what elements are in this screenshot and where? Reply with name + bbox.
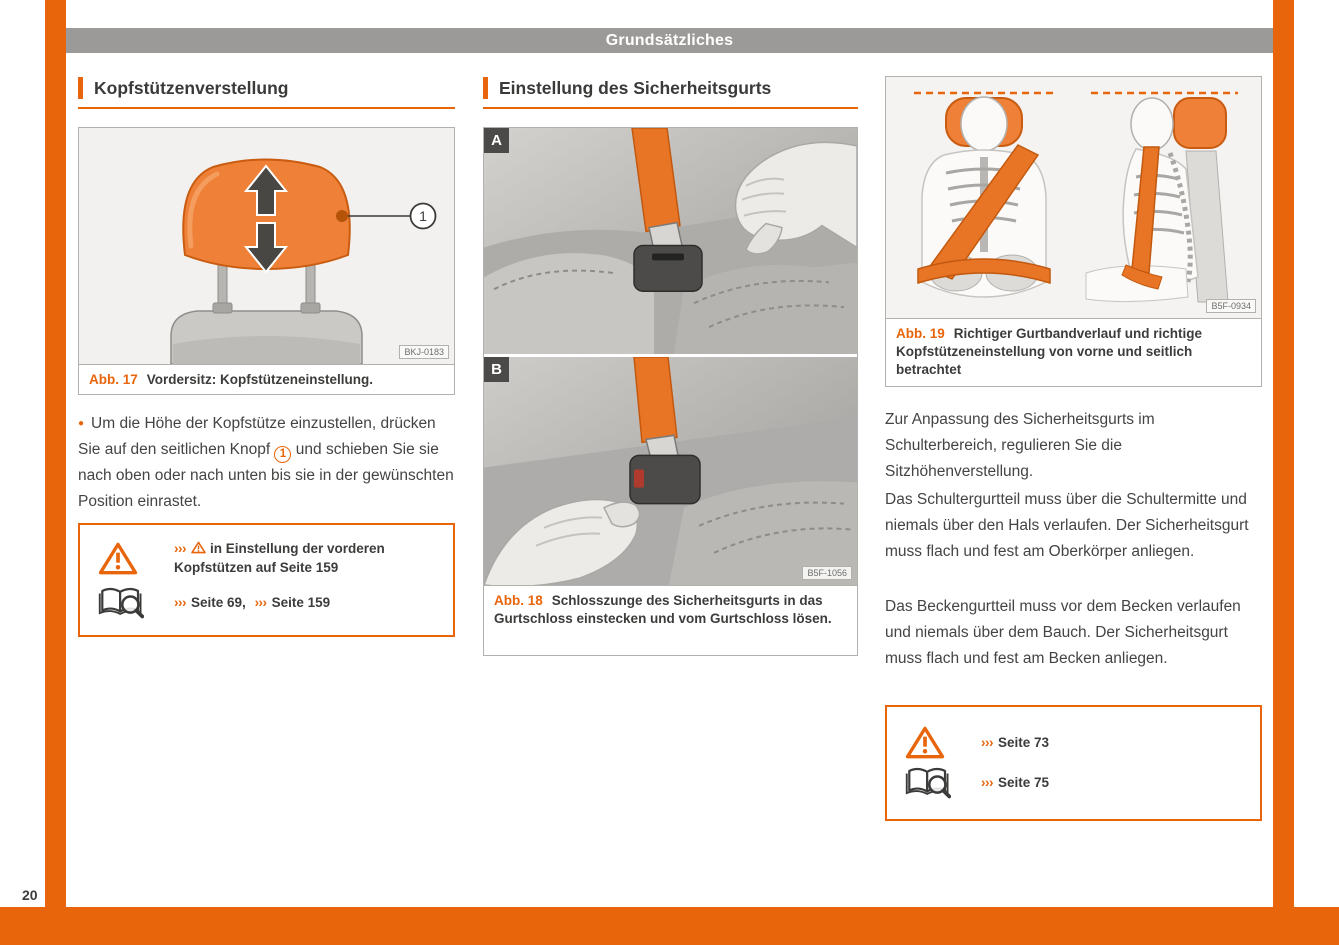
belt-buckle-release-photo bbox=[484, 357, 857, 585]
callout-1-inline: 1 bbox=[274, 446, 291, 463]
section-heading-kopfstuetzenverstellung bbox=[78, 77, 455, 109]
see-arrows: ››› bbox=[174, 594, 186, 610]
warning-reference-row bbox=[98, 539, 437, 577]
see-arrows: ››› bbox=[981, 774, 993, 790]
headrest-illustration bbox=[79, 128, 454, 364]
paragraph-sitzhoehe: Zur Anpassung des Sicherheitsgurts im Schulterbereich, regulieren Sie die Sitzhöhenverstellung. bbox=[885, 411, 1155, 480]
figure-17-label: Abb. 17 bbox=[89, 372, 138, 387]
section-title: Kopfstützenverstellung bbox=[78, 77, 455, 99]
left-margin-bar bbox=[45, 0, 66, 907]
front-view-figure bbox=[914, 93, 1054, 297]
figure-18-caption bbox=[483, 586, 858, 656]
page-reference-text bbox=[981, 773, 1244, 792]
figure-18-caption-text: Schlosszunge des Sicherheitsgurts in das Gurtschloss einstecken und vom Gurtschloss lösen. bbox=[494, 593, 832, 626]
page-reference-2: Seite 159 bbox=[271, 594, 331, 610]
book-magnifier-icon bbox=[905, 765, 981, 799]
see-arrows: ››› bbox=[174, 541, 186, 556]
see-arrows: ››› bbox=[254, 594, 267, 610]
book-reference-row bbox=[905, 765, 1244, 799]
figure-19 bbox=[885, 76, 1262, 319]
image-code: B5F-0934 bbox=[1206, 299, 1256, 313]
reference-box-right bbox=[885, 705, 1262, 821]
warning-triangle-icon bbox=[905, 725, 981, 760]
page-reference-1: Seite 69, bbox=[191, 594, 246, 610]
chapter-header bbox=[66, 28, 1273, 53]
figure-18 bbox=[483, 127, 858, 586]
image-code: B5F-1056 bbox=[802, 566, 852, 580]
figure-19-label: Abb. 19 bbox=[896, 326, 945, 341]
figure-18-photo-a bbox=[484, 128, 857, 354]
warning-reference-text bbox=[174, 539, 437, 577]
bullet-text-before: Um die Höhe der Kopfstütze einzustellen, drücken Sie auf den seitlichen Knopf bbox=[78, 415, 436, 458]
warning-reference-text bbox=[981, 733, 1244, 752]
photo-label-b: B bbox=[484, 357, 509, 382]
page-number: 20 bbox=[22, 887, 38, 903]
right-margin-bar bbox=[1273, 0, 1294, 907]
bullet-text-after: und schieben Sie sie nach oben oder nach unten bis sie in der gewünschten Position einrastet. bbox=[78, 441, 454, 510]
warning-reference-row bbox=[905, 725, 1244, 760]
page-reference: Seite 75 bbox=[998, 774, 1050, 790]
bullet-item bbox=[78, 411, 458, 515]
belt-buckle-insert-photo bbox=[484, 128, 857, 354]
page-reference: Seite 73 bbox=[998, 735, 1050, 750]
bullet-marker: ● bbox=[78, 418, 85, 429]
section-title: Einstellung des Sicherheitsgurts bbox=[483, 77, 858, 99]
see-arrows: ››› bbox=[981, 735, 993, 750]
image-code: BKJ-0183 bbox=[399, 345, 449, 359]
book-magnifier-icon bbox=[98, 585, 174, 619]
warning-icon-inline bbox=[191, 541, 206, 554]
belt-routing-illustration bbox=[886, 77, 1261, 318]
figure-callout-1: 1 bbox=[419, 208, 427, 224]
figure-19-caption-text: Richtiger Gurtbandverlauf und richtige Kopfstützeneinstellung von vorne und seitlich betrachtet bbox=[896, 326, 1203, 377]
chapter-title: Grundsätzliches bbox=[605, 31, 734, 49]
figure-18-label: Abb. 18 bbox=[494, 593, 543, 608]
figure-17-caption bbox=[78, 365, 455, 395]
paragraph-beckengurt: Das Beckengurtteil muss vor dem Becken verlaufen und niemals über dem Bauch. Der Sicherheitsgurt muss flach und fest am Becken anliegen. bbox=[885, 598, 1241, 667]
figure-17 bbox=[78, 127, 455, 365]
headrest-button bbox=[336, 210, 348, 222]
page-reference-text bbox=[174, 593, 437, 612]
figure-18-photo-b bbox=[484, 357, 857, 585]
warning-reference-label: in Einstellung der vorderen Kopfstützen auf Seite 159 bbox=[174, 541, 385, 575]
section-heading-sicherheitsgurt bbox=[483, 77, 858, 109]
reference-box-left bbox=[78, 523, 455, 637]
book-reference-row bbox=[98, 585, 437, 619]
side-view-figure bbox=[1086, 93, 1238, 302]
warning-triangle-icon bbox=[98, 541, 174, 576]
bottom-margin-bar bbox=[0, 907, 1339, 945]
paragraph-schultergurt: Das Schultergurtteil muss über die Schultermitte und niemals über den Hals verlaufen. Der Sicherheitsgurt muss flach und fest am Oberkörper anliegen. bbox=[885, 491, 1249, 560]
photo-label-a: A bbox=[484, 128, 509, 153]
figure-19-caption bbox=[885, 319, 1262, 387]
figure-17-caption-text: Vordersitz: Kopfstützeneinstellung. bbox=[146, 372, 374, 387]
